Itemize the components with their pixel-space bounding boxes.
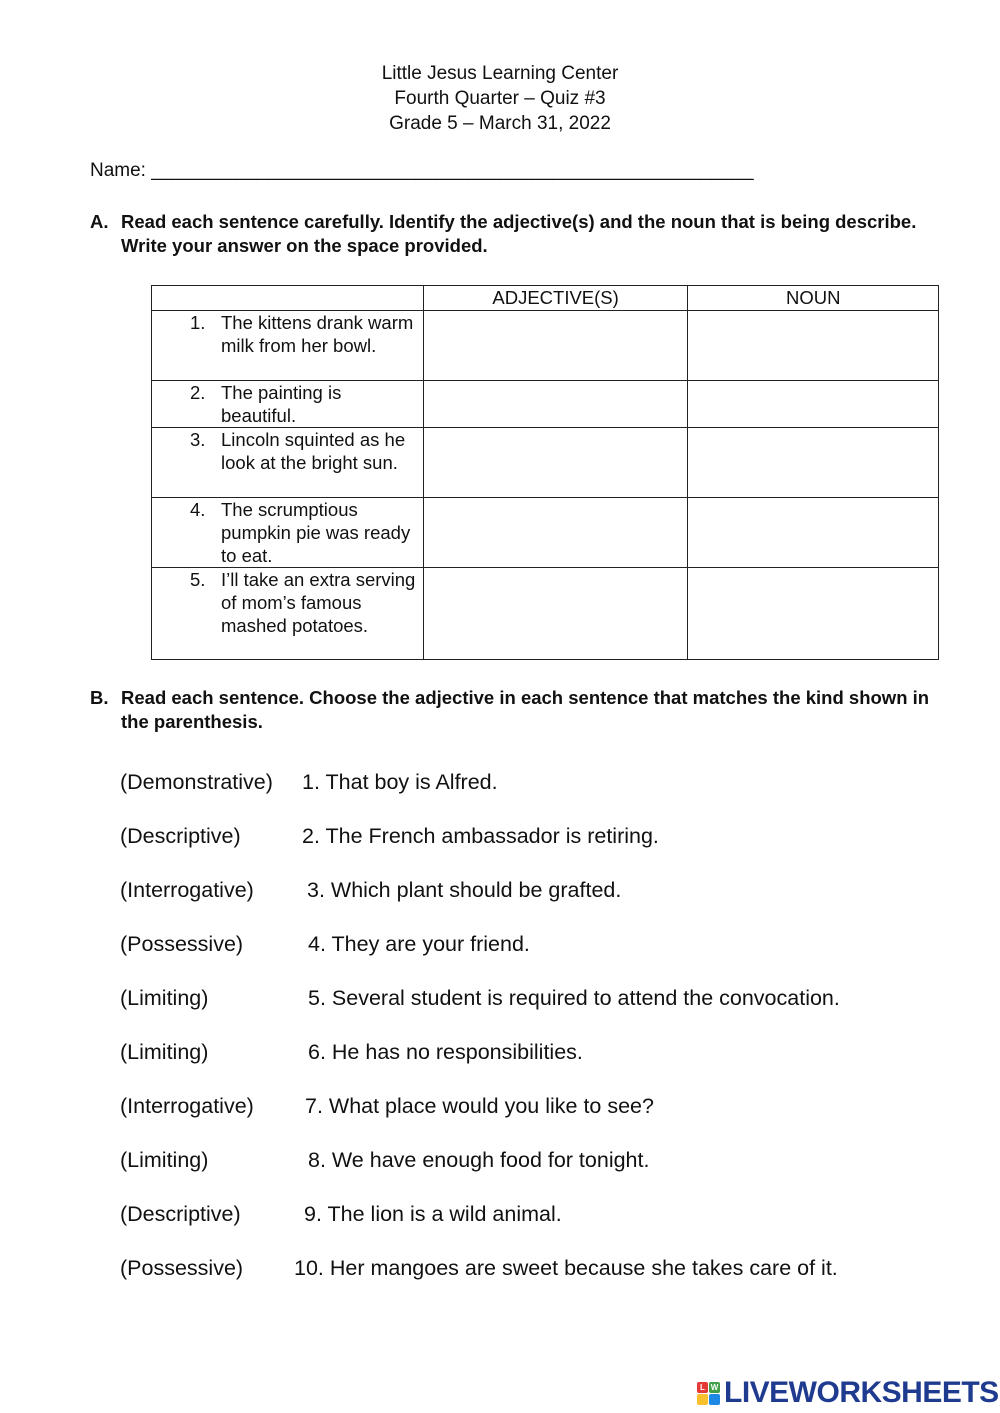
logo-square: W bbox=[710, 1382, 719, 1392]
logo-mark-icon bbox=[697, 1382, 720, 1405]
item-sentence: I’ll take an extra serving of mom’s famous mashed potatoes. bbox=[221, 569, 416, 636]
adjective-kind: (Descriptive) bbox=[120, 1202, 241, 1226]
table-row bbox=[152, 498, 939, 568]
item-sentence: The kittens drank warm milk from her bowl. bbox=[221, 312, 414, 356]
item-number: 4. bbox=[190, 499, 206, 520]
table-header-row bbox=[152, 286, 939, 311]
section-a-instruction bbox=[90, 210, 930, 258]
item-sentence: 6. He has no responsibilities. bbox=[308, 1040, 583, 1064]
adjective-kind: (Descriptive) bbox=[120, 824, 241, 848]
adjective-kind: (Limiting) bbox=[120, 1040, 209, 1064]
noun-answer-cell[interactable] bbox=[688, 381, 939, 428]
adjective-kind: (Interrogative) bbox=[120, 1094, 254, 1118]
logo-text: LIVEWORKSHEETS bbox=[724, 1376, 999, 1409]
adjective-kind: (Possessive) bbox=[120, 1256, 244, 1280]
item-sentence: The scrumptious pumpkin pie was ready to eat. bbox=[221, 499, 411, 566]
adjective-answer-cell[interactable] bbox=[423, 428, 688, 498]
header-adjective: ADJECTIVE(S) bbox=[423, 286, 688, 311]
section-b-text: Read each sentence. Choose the adjective in each sentence that matches the kind shown in the parenthesis. bbox=[121, 687, 930, 732]
table-row bbox=[152, 311, 939, 381]
item-number: 3. bbox=[190, 429, 206, 450]
header-sentence bbox=[152, 286, 424, 311]
item-sentence: Lincoln squinted as he look at the bright sun. bbox=[221, 429, 406, 473]
school-name: Little Jesus Learning Center bbox=[381, 63, 619, 84]
header-noun: NOUN bbox=[688, 286, 939, 311]
adjective-kind: (Demonstrative) bbox=[120, 770, 273, 794]
adjective-kind: (Limiting) bbox=[120, 1148, 209, 1172]
noun-answer-cell[interactable] bbox=[688, 311, 939, 381]
noun-answer-cell[interactable] bbox=[688, 568, 939, 660]
table-row bbox=[152, 428, 939, 498]
adjective-answer-cell[interactable] bbox=[423, 311, 688, 381]
item-sentence: 2. The French ambassador is retiring. bbox=[302, 824, 659, 848]
item-number: 5. bbox=[190, 569, 206, 590]
table-row bbox=[152, 381, 939, 428]
logo-square bbox=[709, 1394, 720, 1405]
item-sentence: 5. Several student is required to attend the convocation. bbox=[308, 986, 840, 1010]
adjective-answer-cell[interactable] bbox=[423, 381, 688, 428]
sentence-cell bbox=[152, 568, 424, 660]
item-sentence: 3. Which plant should be grafted. bbox=[307, 878, 622, 902]
document-header bbox=[0, 61, 1000, 136]
quiz-title: Fourth Quarter – Quiz #3 bbox=[394, 88, 606, 109]
item-sentence: 10. Her mangoes are sweet because she takes care of it. bbox=[294, 1256, 838, 1280]
item-sentence: 9. The lion is a wild animal. bbox=[304, 1202, 562, 1226]
section-b-instruction bbox=[90, 686, 930, 734]
table-row bbox=[152, 568, 939, 660]
item-sentence: 1. That boy is Alfred. bbox=[302, 770, 498, 794]
logo-square bbox=[697, 1394, 708, 1405]
section-a-text: Read each sentence carefully. Identify the adjective(s) and the noun that is being describe. Write your answer on the space provided. bbox=[121, 211, 917, 256]
adjective-kind: (Interrogative) bbox=[120, 878, 254, 902]
noun-answer-cell[interactable] bbox=[688, 428, 939, 498]
sentence-cell bbox=[152, 311, 424, 381]
adjective-kind: (Possessive) bbox=[120, 932, 244, 956]
item-sentence: 8. We have enough food for tonight. bbox=[308, 1148, 650, 1172]
grade-date: Grade 5 – March 31, 2022 bbox=[389, 113, 611, 134]
adjective-answer-cell[interactable] bbox=[423, 498, 688, 568]
item-sentence: 7. What place would you like to see? bbox=[305, 1094, 654, 1118]
adjective-answer-cell[interactable] bbox=[423, 568, 688, 660]
sentence-cell bbox=[152, 381, 424, 428]
adjective-kind: (Limiting) bbox=[120, 986, 209, 1010]
item-sentence: 4. They are your friend. bbox=[308, 932, 530, 956]
section-a-letter: A. bbox=[90, 211, 109, 232]
answer-table bbox=[151, 285, 939, 660]
section-b-letter: B. bbox=[90, 687, 109, 708]
item-sentence: The painting is beautiful. bbox=[221, 382, 342, 426]
name-field[interactable] bbox=[90, 160, 754, 182]
item-number: 2. bbox=[190, 382, 206, 403]
name-blank[interactable]: _________________________________________________________ bbox=[151, 160, 754, 181]
item-number: 1. bbox=[190, 312, 206, 333]
sentence-cell bbox=[152, 428, 424, 498]
noun-answer-cell[interactable] bbox=[688, 498, 939, 568]
name-label: Name: bbox=[90, 160, 146, 181]
sentence-cell bbox=[152, 498, 424, 568]
logo-square: L bbox=[697, 1382, 708, 1393]
liveworksheets-logo bbox=[697, 1377, 999, 1409]
